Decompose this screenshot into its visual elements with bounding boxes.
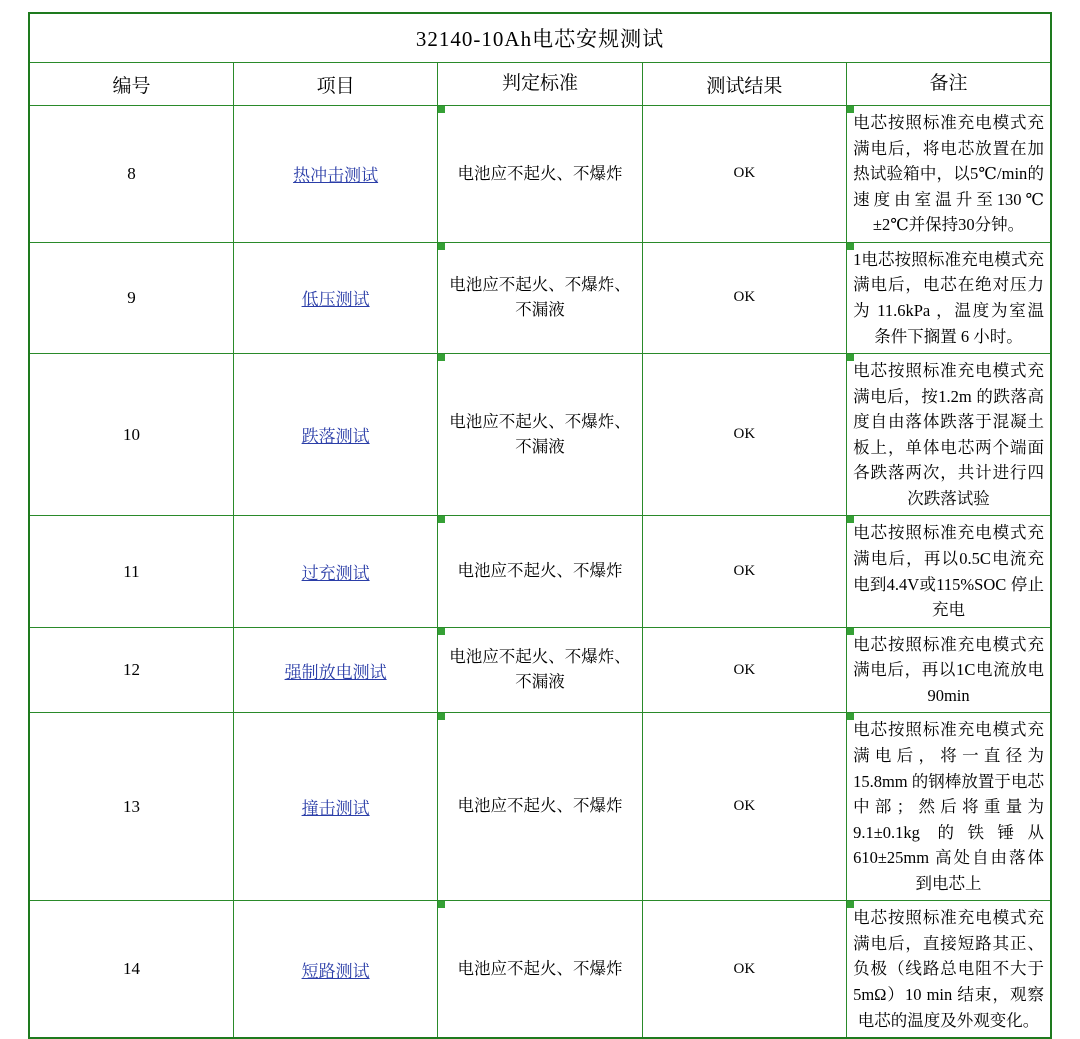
row-number: 13 [29, 713, 233, 901]
table-row [29, 713, 1051, 901]
row-result: OK [642, 713, 846, 901]
row-item-link[interactable]: 低压测试 [301, 290, 370, 310]
row-note: 电芯按照标准充电模式充满电后，再以0.5C电流充电到4.4V或115%SOC 停止充电 [847, 516, 1051, 627]
column-header-item: 项目 [233, 63, 437, 106]
row-item-link[interactable]: 强制放电测试 [284, 662, 387, 682]
row-number: 9 [29, 242, 233, 353]
row-item [233, 516, 437, 627]
table-header-row [29, 63, 1051, 106]
column-header-standard: 判定标准 [438, 63, 642, 106]
row-note: 电芯按照标准充电模式充满电后，直接短路其正、负极（线路总电阻不大于 5mΩ）10 min 结束，观察电芯的温度及外观变化。 [847, 901, 1051, 1038]
row-number: 10 [29, 354, 233, 516]
row-item-link[interactable]: 过充测试 [301, 564, 370, 584]
row-item [233, 354, 437, 516]
row-note: 电芯按照标准充电模式充满电后，再以1C电流放电90min [847, 627, 1051, 713]
row-number: 11 [29, 516, 233, 627]
row-item [233, 713, 437, 901]
row-item [233, 627, 437, 713]
row-result: OK [642, 901, 846, 1038]
row-note: 电芯按照标准充电模式充满电后，按1.2m 的跌落高度自由落体跌落于混凝土板上，单体电芯两个端面各跌落两次，共计进行四次跌落试验 [847, 354, 1051, 516]
row-standard: 电池应不起火、不爆炸 [438, 516, 642, 627]
row-item [233, 106, 437, 243]
table-row [29, 354, 1051, 516]
row-standard: 电池应不起火、不爆炸 [438, 713, 642, 901]
table-row [29, 106, 1051, 243]
table-row [29, 901, 1051, 1038]
row-number: 14 [29, 901, 233, 1038]
row-item-link[interactable]: 短路测试 [301, 961, 370, 981]
column-header-result: 测试结果 [642, 63, 846, 106]
column-header-no: 编号 [29, 63, 233, 106]
row-note: 电芯按照标准充电模式充满电后，将一直径为 15.8mm 的钢棒放置于电芯中部；然后将重量为 9.1±0.1kg 的铁锤从 610±25mm 高处自由落体到电芯上 [847, 713, 1051, 901]
row-standard: 电池应不起火、不爆炸 [438, 901, 642, 1038]
row-item [233, 901, 437, 1038]
table-row [29, 516, 1051, 627]
row-standard: 电池应不起火、不爆炸 [438, 106, 642, 243]
row-standard: 电池应不起火、不爆炸、不漏液 [438, 627, 642, 713]
safety-test-table [28, 12, 1052, 1039]
row-number: 8 [29, 106, 233, 243]
row-note: 电芯按照标准充电模式充满电后，将电芯放置在加热试验箱中，以5℃/min的速度由室温升至130℃±2℃并保持30分钟。 [847, 106, 1051, 243]
table-row [29, 627, 1051, 713]
table-title-row [29, 13, 1051, 63]
row-standard: 电池应不起火、不爆炸、不漏液 [438, 354, 642, 516]
row-item [233, 242, 437, 353]
row-result: OK [642, 106, 846, 243]
row-result: OK [642, 242, 846, 353]
row-result: OK [642, 627, 846, 713]
row-result: OK [642, 354, 846, 516]
column-header-note: 备注 [847, 63, 1051, 106]
row-standard: 电池应不起火、不爆炸、不漏液 [438, 242, 642, 353]
row-note: 1电芯按照标准充电模式充满电后，电芯在绝对压力为 11.6kPa ，温度为室温条件下搁置 6 小时。 [847, 242, 1051, 353]
table-row [29, 242, 1051, 353]
page-title: 32140-10Ah电芯安规测试 [29, 13, 1051, 63]
row-item-link[interactable]: 撞击测试 [301, 799, 370, 819]
row-result: OK [642, 516, 846, 627]
row-item-link[interactable]: 热冲击测试 [293, 166, 379, 186]
row-item-link[interactable]: 跌落测试 [301, 427, 370, 447]
row-number: 12 [29, 627, 233, 713]
